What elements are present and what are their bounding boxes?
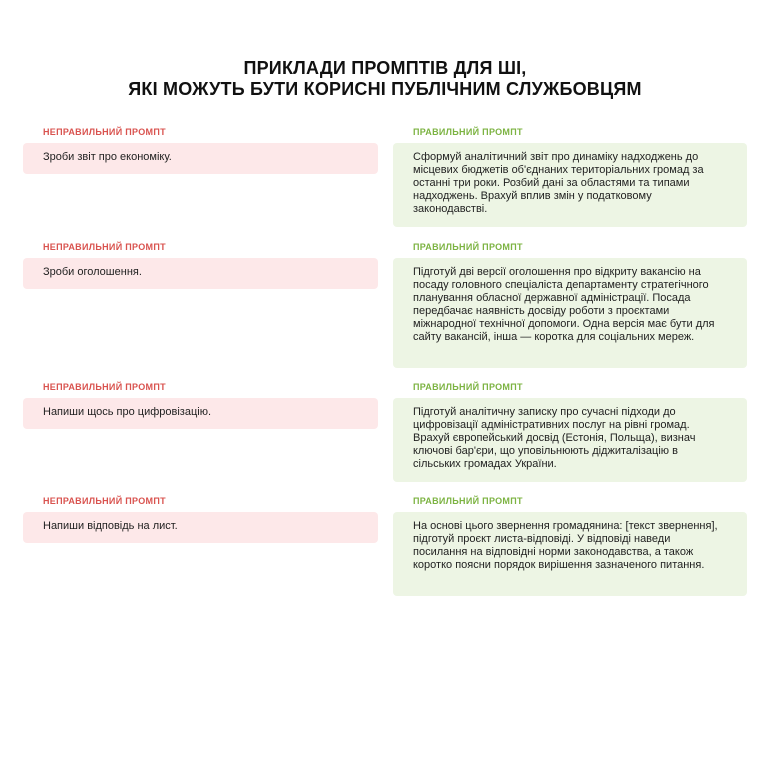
good-prompt-text: Підготуй дві версії оголошення про відкриту вакансію на посаду головного спеціаліста департаменту стратегічного планування обласної державної адміністрації. Посада передбачає наявність досвіду роботи з проєктами міжнародної технічної допомоги. Одна версія має бути для сайту вакансій, інша — коротка для соціальних мереж. (393, 258, 747, 368)
good-prompt-block (393, 242, 747, 368)
good-prompt-text: На основі цього звернення громадянина: [текст звернення], підготуй проєкт листа-відповіді. У відповіді наведи посилання на відповідні норми законодавства, а також коротко поясни порядок вирішення зазначеного питання. (393, 512, 747, 596)
bad-prompt-text: Зроби звіт про економіку. (23, 143, 378, 174)
page-title-line-1: ПРИКЛАДИ ПРОМПТІВ ДЛЯ ШІ, (243, 58, 527, 78)
bad-prompt-text: Напиши відповідь на лист. (23, 512, 378, 543)
bad-prompt-text: Напиши щось про цифровізацію. (23, 398, 378, 429)
bad-prompt-label: НЕПРАВИЛЬНИЙ ПРОМПТ (43, 242, 166, 252)
bad-prompt-block (23, 496, 378, 543)
bad-prompt-label: НЕПРАВИЛЬНИЙ ПРОМПТ (43, 382, 166, 392)
good-prompt-block (393, 496, 747, 596)
page-title (0, 58, 770, 100)
bad-prompt-block (23, 242, 378, 289)
good-prompt-block (393, 127, 747, 227)
good-prompt-label: ПРАВИЛЬНИЙ ПРОМПТ (413, 382, 523, 392)
good-prompt-label: ПРАВИЛЬНИЙ ПРОМПТ (413, 496, 523, 506)
good-prompt-text: Сформуй аналітичний звіт про динаміку надходжень до місцевих бюджетів об'єднаних територіальних громад за останні три роки. Розбий дані за областями та типами надходжень. Врахуй вплив змін у податковому законодавстві. (393, 143, 747, 227)
page-title-line-2: ЯКІ МОЖУТЬ БУТИ КОРИСНІ ПУБЛІЧНИМ СЛУЖБОВЦЯМ (128, 79, 642, 99)
bad-prompt-label: НЕПРАВИЛЬНИЙ ПРОМПТ (43, 127, 166, 137)
good-prompt-text: Підготуй аналітичну записку про сучасні підходи до цифровізації адміністративних послуг на рівні громад. Врахуй європейський досвід (Естонія, Польща), визнач ключові бар'єри, що уповільнюють діджиталізацію в сільських громадах України. (393, 398, 747, 482)
bad-prompt-label: НЕПРАВИЛЬНИЙ ПРОМПТ (43, 496, 166, 506)
bad-prompt-block (23, 382, 378, 429)
good-prompt-block (393, 382, 747, 482)
good-prompt-label: ПРАВИЛЬНИЙ ПРОМПТ (413, 127, 523, 137)
bad-prompt-block (23, 127, 378, 174)
bad-prompt-text: Зроби оголошення. (23, 258, 378, 289)
good-prompt-label: ПРАВИЛЬНИЙ ПРОМПТ (413, 242, 523, 252)
